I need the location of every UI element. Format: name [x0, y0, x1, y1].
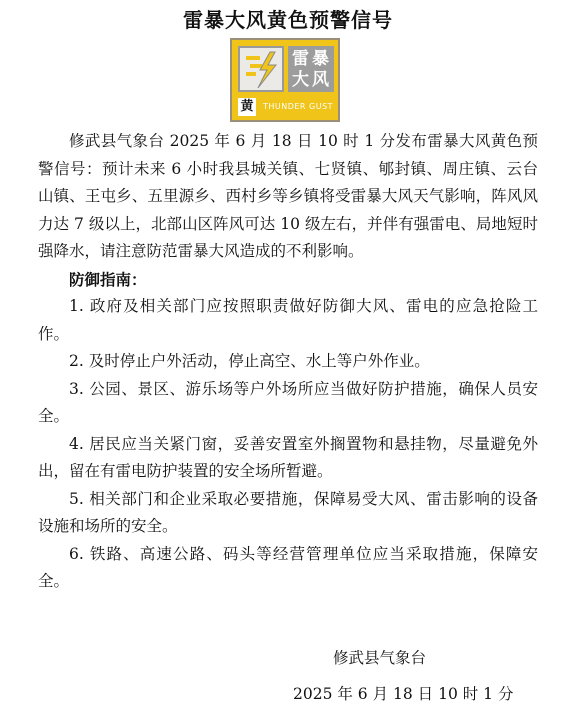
guide-heading: 防御指南： [69, 269, 147, 289]
signal-char: 雷 [292, 49, 309, 69]
page-title: 雷暴大风黄色预警信号 [183, 8, 393, 32]
signal-char: 暴 [312, 49, 329, 69]
level-char: 黄 [238, 98, 256, 116]
document-body [38, 128, 538, 596]
signature-datetime: 2025 年 6 月 18 日 10 时 1 分 [293, 685, 514, 703]
guide-item: 4. 居民应当关紧门窗，妥善安置室外搁置物和悬挂物，尽量避免外出，留在有雷电防护装置的安全场所暂避。 [38, 434, 538, 480]
guide-item: 2. 及时停止户外活动，停止高空、水上等户外作业。 [69, 352, 430, 370]
guide-item: 5. 相关部门和企业采取必要措施，保障易受大风、雷击影响的设备设施和场所的安全。 [38, 489, 538, 535]
guide-item: 1. 政府及相关部门应按照职责做好防御大风、雷电的应急抢险工作。 [38, 297, 538, 343]
signal-char: 风 [312, 70, 329, 90]
guide-item: 3. 公园、景区、游乐场等户外场所应当做好防护措施，确保人员安全。 [38, 379, 538, 425]
logo-english-text: THUNDER GUST [262, 102, 334, 111]
guide-item: 6. 铁路、高速公路、码头等经营管理单位应当采取措施，保障安全。 [38, 544, 538, 590]
signature-org: 修武县气象台 [333, 649, 427, 667]
signal-name-panel [288, 46, 334, 92]
thunder-gust-icon [238, 46, 284, 92]
warning-signal-logo [230, 38, 340, 122]
signal-char: 大 [292, 70, 309, 90]
intro-paragraph: 修武县气象台 2025 年 6 月 18 日 10 时 1 分发布雷暴大风黄色预警信号：预计未来 6 小时我县城关镇、七贤镇、郇封镇、周庄镇、云台山镇、王屯乡、五里源乡、西村乡等乡镇将受雷暴大风天气影响，阵风风力达 7 级以上，北部山区阵风可达 10 级左右，并伴有强雷电、局地短时强降水，请注意防范雷暴大风造成的不利影响。 [38, 132, 538, 260]
